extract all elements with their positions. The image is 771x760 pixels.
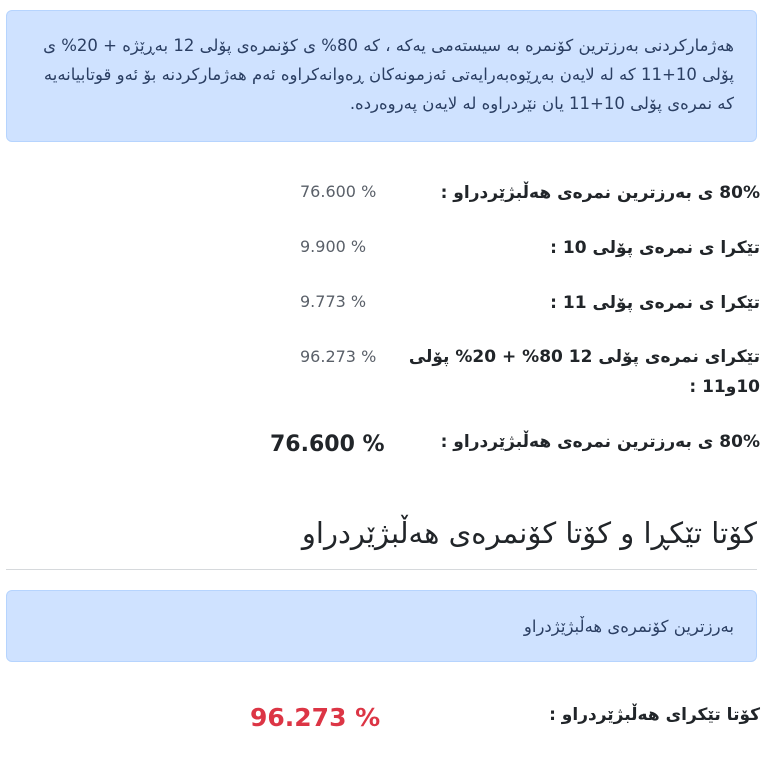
info-alert [6, 10, 757, 142]
info-note-text: هەژمارکردنی بەرزترین کۆنمرە بە سیستەمی یەکە ، کە 80% ی کۆنمرەی پۆلی 12 بەڕێژە + 20% ی پۆلی 10+11 کە لە لایەن بەڕێوەبەرایەتی ئەزمونەکان ڕەوانەکراوە ئەم هەژمارکردنە بۆ ئەو قوتابیانەیە کە نمرەی پۆلی 10+11 یان نێردراوە لە لایەن پەروەردە. [43, 36, 734, 113]
result-value: 76.600 % [300, 182, 377, 201]
final-average-label: کۆتا تێکرای هەڵبژێردراو : [549, 705, 760, 725]
result-label: تێکرا ی نمرەی پۆلی 11 : [550, 293, 760, 313]
result-label: 80% ی بەرزترین نمرەی هەڵبژێردراو : [440, 183, 760, 203]
final-average-value: 96.273 % [250, 703, 381, 732]
result-value: 9.900 % [300, 237, 367, 256]
result-value: 9.773 % [300, 292, 367, 311]
final-section-title: کۆتا تێکڕا و کۆتا کۆنمرەی هەڵبژێردراو [301, 516, 757, 550]
best-score-note: بەرزترین کۆنمرەی هەڵبژێژدراو [523, 617, 734, 636]
result-label: تێکرا ی نمرەی پۆلی 10 : [550, 238, 760, 258]
result-label: تێکرای نمرەی پۆلی 12 80% + 20% پۆلی 10و11 : [408, 347, 760, 397]
result-value-highlight: 76.600 % [270, 432, 385, 457]
result-label: 80% ی بەرزترین نمرەی هەڵبژێردراو : [440, 432, 760, 452]
section-divider [6, 569, 757, 570]
result-value: 96.273 % [300, 347, 377, 366]
best-score-alert [6, 590, 757, 662]
